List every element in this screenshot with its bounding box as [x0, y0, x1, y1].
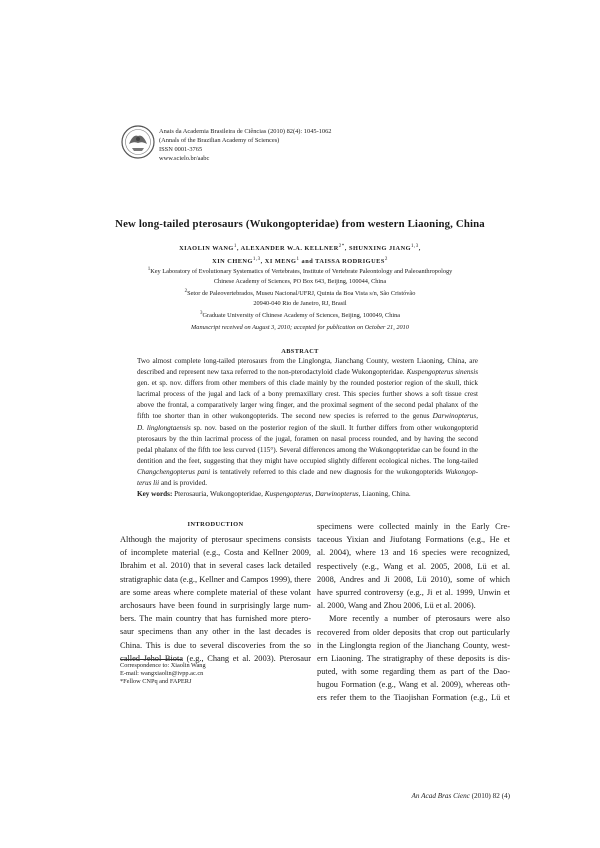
journal-line: ISSN 0001-3765	[159, 146, 203, 153]
body-line: Ibrahim et al. 2010) that in several cases lack detailed	[120, 561, 311, 571]
body-line: archosaurs have been found in surprisingly large num-	[120, 600, 311, 610]
journal-info	[159, 127, 332, 163]
author-name: XI MENG	[264, 258, 297, 266]
abstract-line: dentition and the feet, suggesting that they might have occupied slightly different ecological niches. The long-tailed	[137, 456, 478, 465]
body-line: taceous Yixian and Jiufotang Formations (e.g., He et	[317, 535, 510, 545]
body-line: saur specimens than any other in the last decades is	[120, 627, 311, 637]
abstract-line: fifth toe shorter than in other wukongopterids. The second new species is referred to the genus Darwinopterus,	[137, 412, 478, 421]
abstract-line: Two almost complete long-tailed pterosaurs from the Linglongta, Jianchang County, western Liaoning, China, are	[137, 357, 478, 365]
received-date: Manuscript received on August 3, 2010; accepted for publication on October 21, 2010	[191, 324, 409, 331]
author-name: ALEXANDER W.A. KELLNER	[240, 245, 339, 253]
abstract-line: above the frontal, a comparatively larger wing finger, and the proximal segment of the second pedal phalanx of the	[137, 401, 478, 410]
body-line: 2008, Andres and Ji 2008, Lü 2010), some of which	[317, 574, 510, 584]
journal-line: Anais da Academia Brasileira de Ciências (2010) 82(4): 1045-1062	[159, 128, 332, 135]
abstract-line: described and represent new taxa referred to the non-pterodactyloid clade Wukongopteridae. Kuspengopterus sinensis	[137, 368, 479, 377]
author-list: XIAOLIN WANG$^1$, ALEXANDER W.A. $KELLNER^{2*}$, SHUNXING JIANG$^{1,3}$, XIN CHENG$^{1,3}$, XI MENG$^1$ and TAISSA RODRIGUES$^2$	[179, 244, 421, 266]
footnote-line: *Fellow CNPq and FAPERJ	[120, 678, 192, 686]
body-line: al. 2000, Wang and Zhou 2006, Lü et al. 2006).	[317, 601, 476, 611]
affiliation-line: 20940-040 Rio de Janeiro, RJ, Brasil	[253, 299, 347, 307]
affiliation-line: $^3$Graduate University of Chinese Academy of Sciences, Beijing, 100049, China	[199, 310, 401, 319]
affiliation-line: Chinese Academy of Sciences, PO Box 643, Beijing, 100044, China	[213, 278, 387, 285]
affiliations	[0, 265, 600, 321]
academy-seal-icon	[120, 124, 156, 160]
body-line: bers. The main country that has furnished more ptero-	[120, 614, 311, 624]
abstract-line: lacrimal process of the jugal and lack of a bony premaxillary crest. This species further shows a soft tissue crest	[137, 390, 478, 399]
left-column	[120, 533, 311, 665]
footnote	[120, 662, 206, 687]
abstract-line: pedal phalanx of the fifth toe less curved (115°). Several differences among the Wukongopteridae can be found in the	[137, 445, 478, 454]
footnote-divider	[120, 659, 182, 660]
body-line: respectively (e.g., Wang et al. 2005, 2008, Lü et al.	[317, 561, 510, 571]
footnote-line: E-mail: wangxiaolin@ivpp.ac.cn	[120, 670, 204, 678]
author-name: XIAOLIN WANG	[179, 245, 234, 253]
page-footer: An Acad Bras Cienc (2010) 82 (4)	[411, 792, 510, 800]
body-line: ern Liaoning. The stratigraphy of these deposits is dis-	[317, 653, 510, 663]
body-line: called Jehol Biota (e.g., Chang et al. 2003). Pterosaur	[120, 653, 311, 663]
author-name: TAISSA RODRIGUES	[315, 258, 385, 266]
affiliation-line: $^1$Key Laboratory of Evolutionary Systematics of Vertebrates, Institute of Vertebrate Paleontology and Paleoanthropology	[147, 267, 453, 276]
abstract-line: Changchengopterus pani is tentatively referred to this clade and new diagnosis for the wukongopterids Wukongop-	[137, 467, 478, 476]
abstract-line: gen. et sp. nov. differs from other members of this clade mainly by the rounded posterior region of the skull, thick	[137, 379, 478, 388]
body-line: stratigraphic data (e.g., Kellner and Campos 1999), there	[120, 574, 311, 584]
body-line: in the Linglongta region of the Jianchang County, west-	[317, 640, 510, 650]
body-line: have spurred controversy (e.g., Ji et al. 1999, Unwin et	[317, 587, 510, 597]
abstract-body	[137, 356, 478, 489]
footnote-line: Correspondence to: Xiaolin Wang	[120, 662, 206, 669]
body-line: ers refer them to the Tiaojishan Formation (e.g., Lü et	[317, 693, 510, 703]
journal-line: (Annals of the Brazilian Academy of Sciences)	[159, 137, 280, 144]
introduction-heading: INTRODUCTION	[187, 521, 244, 528]
body-line: al. 2004), where 13 and 16 species were recognized,	[317, 548, 510, 558]
body-line: puted, with some regarding them as part of the Dao-	[317, 667, 510, 677]
keywords: Key words: Pterosauria, Wukongopteridae, Kuspengopterus, Darwinopterus, Liaoning, China.	[137, 490, 411, 498]
paper-title: New long-tailed pterosaurs (Wukongopteridae) from western Liaoning, China	[115, 218, 485, 230]
body-line: hugou Formation (e.g., Wang et al. 2009), whereas oth-	[317, 680, 510, 690]
body-line: More recently a number of pterosaurs were also	[329, 614, 510, 624]
author-name: XIN CHENG	[212, 258, 253, 266]
affiliation-line: $^2$Setor de Paleovertebrados, Museu Nacional/UFRJ, Quinta da Boa Vista s/n, São Cristóvão	[184, 288, 416, 297]
body-line: specimens were collected mainly in the Early Cre-	[317, 522, 510, 531]
body-line: of incomplete material (e.g., Costa and Kellner 2009,	[120, 548, 311, 558]
abstract-line: D. linglongtaensis sp. nov. based on the posterior region of the skull. It further differs from other wukongopterid	[137, 423, 478, 432]
abstract-line: terus lii and is provided.	[137, 479, 208, 488]
body-line: Although the majority of pterosaur specimens consists	[120, 535, 311, 544]
abstract-line: pterosaurs by the thin lacrimal process of the jugal, foramen on nasal process rounded, and by having the second	[137, 434, 478, 443]
body-line: China. This is due to several discoveries from the so	[120, 640, 311, 650]
author-name: SHUNXING JIANG	[348, 245, 412, 253]
body-line: recovered from older deposits that crop out particularly	[317, 627, 510, 637]
body-line: are some areas where complete material of these volant	[120, 587, 311, 597]
right-column	[317, 520, 510, 705]
journal-line: www.scielo.br/aabc	[159, 155, 210, 162]
abstract-heading: ABSTRACT	[281, 348, 319, 355]
